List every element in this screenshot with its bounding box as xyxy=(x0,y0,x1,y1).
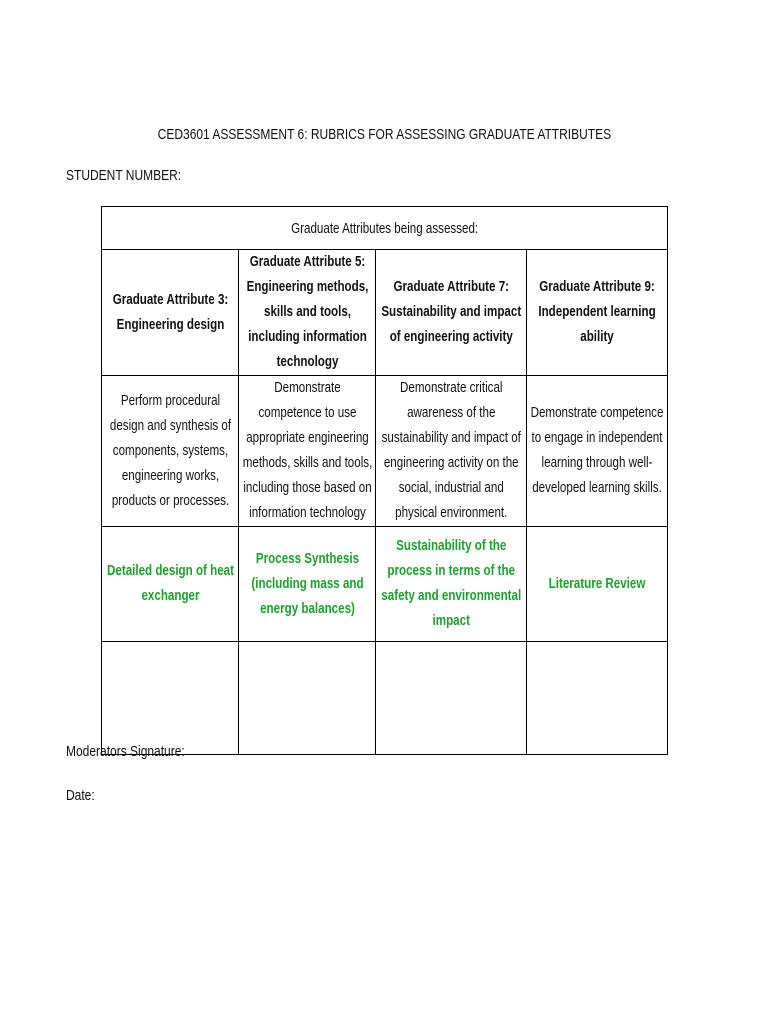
attribute-heading-cell xyxy=(527,250,668,376)
attribute-description: Perform procedural design and synthesis of components, systems, engineering works, products or processes. xyxy=(109,392,231,509)
attribute-description-row xyxy=(102,376,668,527)
assessment-focus-cell xyxy=(102,527,239,642)
assessment-focus: Literature Review xyxy=(548,575,646,592)
attribute-heading: Graduate Attribute 7: Sustainability and impact of engineering activity xyxy=(381,279,521,345)
assessment-focus-cell xyxy=(376,527,527,642)
attribute-heading-cell xyxy=(102,250,239,376)
attribute-description-cell xyxy=(239,376,376,527)
student-number-label xyxy=(66,167,210,184)
assessment-focus: Sustainability of the process in terms of the safety and environmental impact xyxy=(381,538,521,629)
attribute-heading-cell xyxy=(376,250,527,376)
score-entry-cell[interactable] xyxy=(376,642,527,755)
assessment-focus-cell xyxy=(527,527,668,642)
attribute-description: Demonstrate critical awareness of the sustainability and impact of engineering activity on the social, industrial and physical environment. xyxy=(381,380,521,521)
rubric-caption-cell xyxy=(102,207,668,250)
score-entry-cell[interactable] xyxy=(527,642,668,755)
date-label xyxy=(66,787,102,804)
attribute-description-cell xyxy=(527,376,668,527)
rubric-caption-row xyxy=(102,207,668,250)
attribute-description: Demonstrate competence to use appropriate engineering methods, skills and tools, including those based on information technology xyxy=(242,380,372,521)
attribute-heading: Graduate Attribute 3: Engineering design xyxy=(112,291,228,333)
document-title xyxy=(0,126,768,143)
document-title-text: CED3601 ASSESSMENT 6: RUBRICS FOR ASSESSING GRADUATE ATTRIBUTES xyxy=(157,126,611,143)
assessment-focus-row xyxy=(102,527,668,642)
attribute-heading: Graduate Attribute 9: Independent learning ability xyxy=(538,279,656,345)
assessment-focus-cell xyxy=(239,527,376,642)
score-entry-cell[interactable] xyxy=(239,642,376,755)
attribute-description-cell xyxy=(376,376,527,527)
student-number-text: STUDENT NUMBER: xyxy=(66,167,182,184)
attribute-heading-row xyxy=(102,250,668,376)
rubric-caption: Graduate Attributes being assessed: xyxy=(291,220,479,237)
attribute-heading-cell xyxy=(239,250,376,376)
attribute-description-cell xyxy=(102,376,239,527)
rubric-table xyxy=(101,206,668,755)
attribute-description: Demonstrate competence to engage in independent learning through well-developed learning skills. xyxy=(530,405,664,496)
assessment-focus: Detailed design of heat exchanger xyxy=(106,563,234,604)
attribute-heading: Graduate Attribute 5: Engineering methods, skills and tools, including information technology xyxy=(246,254,368,370)
moderators-signature-label xyxy=(66,743,214,760)
date-text: Date: xyxy=(66,787,95,804)
assessment-focus: Process Synthesis (including mass and energy balances) xyxy=(250,550,364,617)
score-entry-row xyxy=(102,642,668,755)
score-entry-cell[interactable] xyxy=(102,642,239,755)
moderators-signature-text: Moderators Signature: xyxy=(66,743,185,760)
